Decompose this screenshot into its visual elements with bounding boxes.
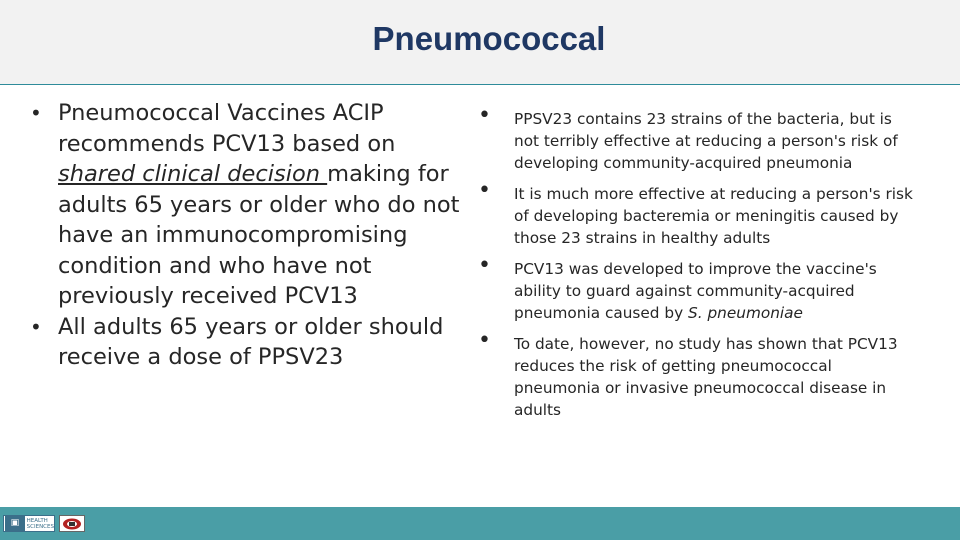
slide-title: Pneumococcal xyxy=(372,20,606,57)
secondary-logo xyxy=(59,515,85,532)
bullet-text: To date, however, no study has shown that PCV13 reduces the risk of getting pneumococcal pneumonia or invasive pneumococcal disease in adults xyxy=(514,335,898,419)
logo-mark-icon: ▣ xyxy=(5,516,25,531)
seal-icon xyxy=(60,516,84,531)
left-bullet-item xyxy=(30,312,470,373)
logo-text-line-1: HEALTH xyxy=(26,517,48,524)
footer-bar xyxy=(0,507,960,540)
right-bullet-item xyxy=(478,253,918,324)
right-bullet-item xyxy=(478,328,918,421)
bullet-icon: • xyxy=(30,101,42,125)
right-bullet-item xyxy=(478,103,918,174)
bullet-text-post: making for adults 65 years or older who do not have an immunocompromising condition and who have not previously received PCV13 xyxy=(58,161,460,309)
bullet-text-pre: Pneumococcal Vaccines ACIP recommends PCV13 based on xyxy=(58,100,396,157)
logo-text xyxy=(27,518,54,530)
bullet-icon: • xyxy=(478,103,491,128)
right-bullet-item xyxy=(478,178,918,249)
bullet-text-emphasis: S. pneumoniae xyxy=(688,304,803,322)
bullet-text: All adults 65 years or older should receive a dose of PPSV23 xyxy=(58,313,444,370)
health-sciences-logo xyxy=(3,515,55,532)
bullet-text: PPSV23 contains 23 strains of the bacteria, but is not terribly effective at reducing a person's risk of developing community-acquired pneumonia xyxy=(514,110,898,172)
bullet-text-pre: PCV13 was developed to improve the vaccine's ability to guard against community-acquired pneumonia caused by xyxy=(514,260,877,322)
bullet-icon: • xyxy=(478,328,491,353)
bullet-icon: • xyxy=(30,314,42,339)
bullet-text-emphasis: shared clinical decision xyxy=(58,161,328,187)
left-bullet-list xyxy=(30,98,470,373)
bullet-icon: • xyxy=(478,253,491,278)
bullet-text: It is much more effective at reducing a person's risk of developing bacteremia or meningitis caused by those 23 strains in healthy adults xyxy=(514,185,913,247)
left-bullet-item xyxy=(30,98,470,312)
right-bullet-list xyxy=(478,103,918,430)
bullet-icon: • xyxy=(478,178,491,203)
logo-text-line-2: SCIENCES xyxy=(26,523,54,530)
